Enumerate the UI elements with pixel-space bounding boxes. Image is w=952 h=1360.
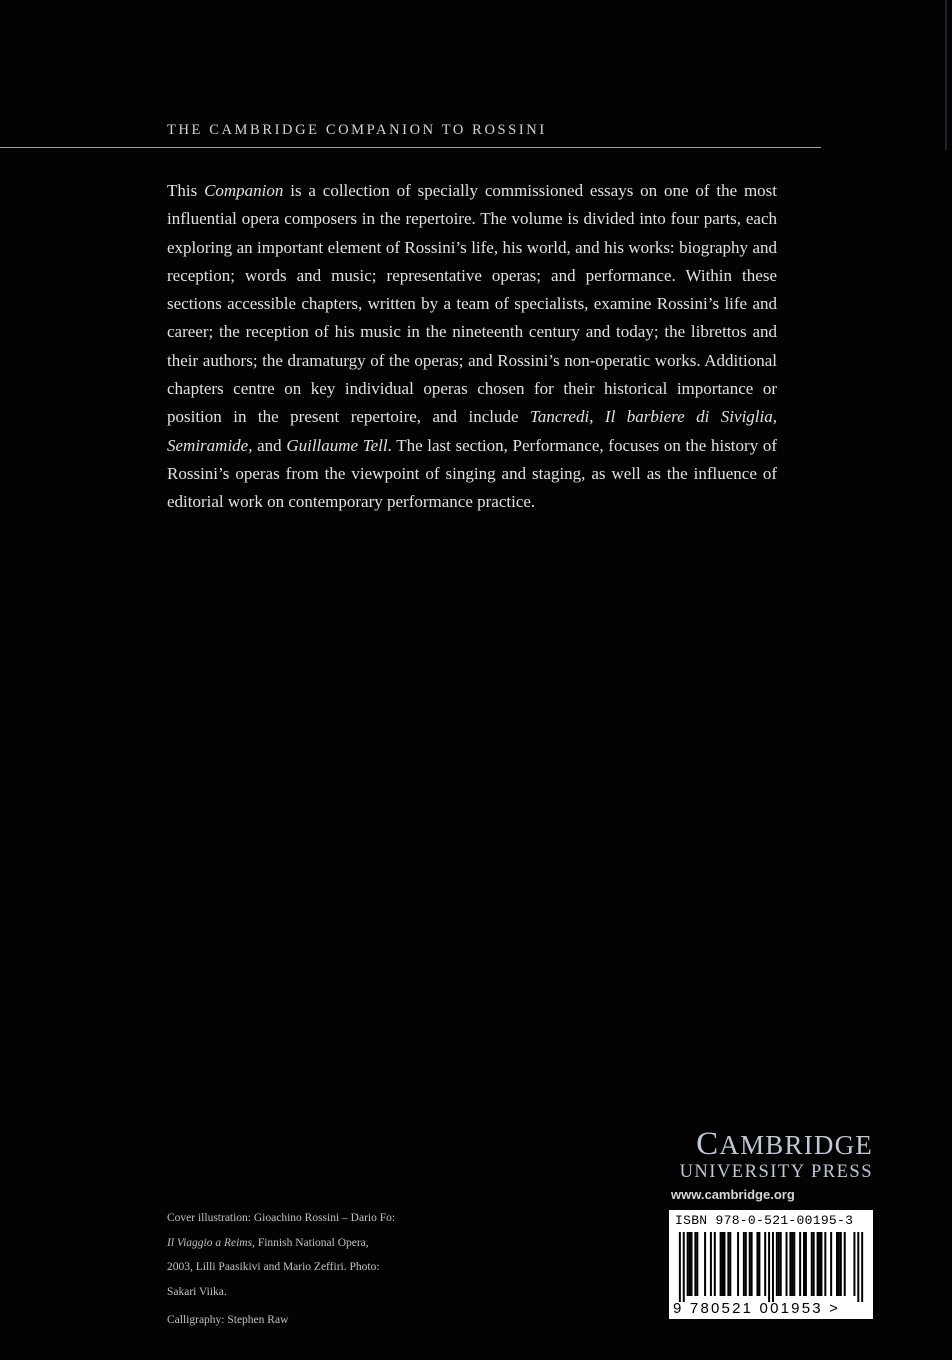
publisher-name-rest: AMBRIDGE (719, 1130, 873, 1160)
barcode-bar (780, 1232, 782, 1296)
barcode-bar (743, 1232, 745, 1296)
blurb-text-4: . The last section, Performance, focuses on the history of Rossini’s operas from the viewpoint of singing and staging, as well as the influence of editorial work on contemporary performance practice. (167, 435, 777, 512)
barcode-bar (714, 1232, 716, 1296)
blurb-italic-tell: Guillaume Tell (286, 435, 388, 455)
barcode-bar (758, 1232, 760, 1296)
barcode-bar (776, 1232, 778, 1296)
cover-credit-italic: Il Viaggio a Reims (167, 1236, 253, 1249)
series-title: THE CAMBRIDGE COMPANION TO ROSSINI (167, 122, 547, 138)
barcode-bar (723, 1232, 725, 1296)
barcode-bar (749, 1232, 751, 1296)
cover-credits (167, 1206, 397, 1333)
barcode-bar (729, 1232, 731, 1296)
barcode-bar (811, 1232, 813, 1296)
barcode-bars (675, 1232, 867, 1302)
barcode-bar (844, 1232, 846, 1296)
publisher-name (668, 1126, 873, 1162)
barcode-bar (689, 1232, 691, 1296)
barcode-bar (745, 1232, 747, 1296)
barcode-bar (836, 1232, 838, 1296)
barcode-bar (819, 1232, 821, 1296)
cover-illustration-credit (167, 1206, 397, 1304)
barcode-bar (772, 1232, 774, 1302)
blurb-italic-operas: Tancredi, Il barbiere di Siviglia, Semiramide, (167, 407, 777, 455)
cover-edge-strip (945, 0, 947, 150)
cover-credit-text-b: , Finnish National Opera, 2003, Lilli Paasikivi and Mario Zeffiri. Photo: Sakari Viika. (167, 1236, 380, 1298)
barcode-bar (793, 1232, 795, 1296)
barcode-bar (691, 1232, 693, 1296)
barcode-bar (778, 1232, 780, 1296)
barcode-bar (764, 1232, 766, 1296)
barcode-bar (799, 1232, 801, 1296)
barcode-bar (824, 1232, 826, 1296)
publisher-logo (668, 1126, 873, 1204)
barcode-bar (704, 1232, 706, 1296)
barcode-bar (789, 1232, 791, 1296)
barcode-bar (722, 1232, 724, 1296)
barcode-bar (803, 1232, 805, 1296)
calligraphy-credit: Calligraphy: Stephen Raw (167, 1314, 289, 1326)
barcode-bar (786, 1232, 788, 1296)
barcode-bar (853, 1232, 855, 1296)
barcode-bar (683, 1232, 685, 1302)
blurb-italic-companion: Companion (204, 181, 284, 200)
barcode-bar (791, 1232, 793, 1296)
barcode-bar (813, 1232, 815, 1296)
blurb-text-3: and (252, 435, 287, 455)
barcode-bar (768, 1232, 770, 1302)
barcode-bar (687, 1232, 689, 1296)
isbn-barcode (669, 1210, 873, 1319)
barcode-bar (720, 1232, 722, 1296)
barcode-bar (737, 1232, 739, 1296)
header-rule (0, 147, 821, 148)
publisher-url: www.cambridge.org (671, 1187, 795, 1202)
barcode-bar (756, 1232, 758, 1296)
barcode-bar (694, 1232, 696, 1296)
barcode-bar (696, 1232, 698, 1296)
barcode-bar (710, 1232, 712, 1296)
blurb-text-1: This (167, 181, 205, 200)
barcode-bar (679, 1232, 681, 1302)
blurb-text-2: is a collection of specially commissioned essays on one of the most influential opera composers in the repertoire. The volume is divided into four parts, each exploring an important element of Rossini’s life, his world, and his works: biography and reception; words and music; representative operas; and performance. Within these sections accessible chapters, written by a team of specialists, examine Rossini’s life and career; the reception of his music in the nineteenth century and today; the librettos and their authors; the dramaturgy of the operas; and Rossini’s non-operatic works. Additional chapters centre on key individual operas chosen for their historical importance or position in the present repertoire, and include (167, 181, 778, 427)
barcode-bar (840, 1232, 842, 1296)
barcode-bar (830, 1232, 832, 1296)
publisher-subtitle: UNIVERSITY PRESS (679, 1162, 873, 1182)
ean-digits: 9 780521 001953 > (673, 1300, 841, 1317)
blurb-paragraph (167, 177, 777, 517)
barcode-bar (727, 1232, 729, 1296)
publisher-name-initial: C (696, 1126, 720, 1162)
barcode-bar (857, 1232, 859, 1302)
isbn-label: ISBN 978-0-521-00195-3 (675, 1213, 854, 1228)
barcode-bar (805, 1232, 807, 1296)
barcode-bar (817, 1232, 819, 1296)
barcode-bar (861, 1232, 863, 1302)
barcode-bar (820, 1232, 822, 1296)
barcode-bar (838, 1232, 840, 1296)
cover-credit-text-a: Cover illustration: Gioachino Rossini – Dario Fo: (167, 1212, 396, 1224)
barcode-bar (751, 1232, 753, 1296)
